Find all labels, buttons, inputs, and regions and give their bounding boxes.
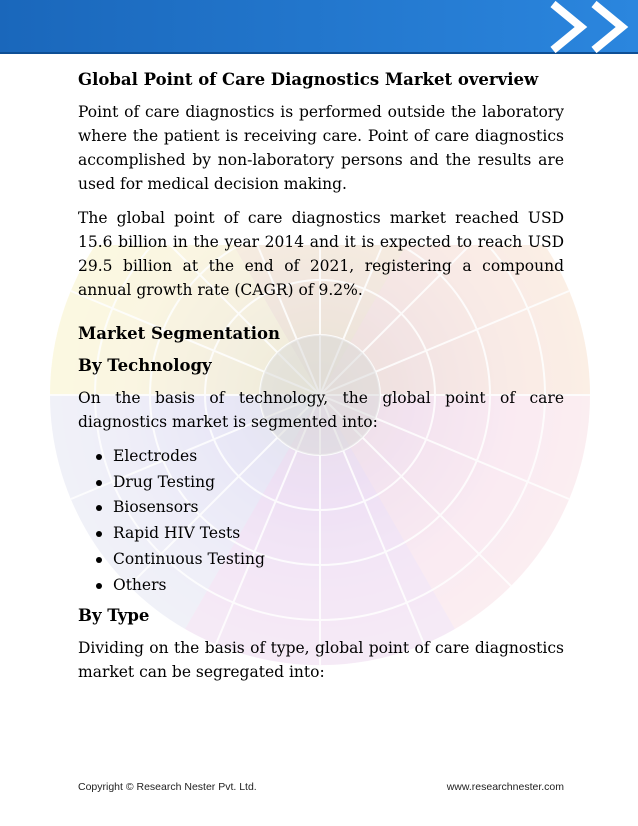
segmentation-heading: Market Segmentation [78, 324, 281, 343]
bullet-icon [96, 505, 102, 511]
bullet-icon [96, 531, 102, 537]
page-footer [78, 781, 564, 797]
technology-list [78, 444, 564, 598]
list-item [96, 547, 564, 573]
list-item-label: Continuous Testing [113, 549, 265, 568]
header-bar [0, 0, 638, 58]
bullet-icon [96, 557, 102, 563]
list-item-label: Electrodes [113, 447, 198, 465]
technology-intro: On the basis of technology, the global point of care diagnostics market is segmented into: [78, 389, 564, 431]
website-link[interactable]: www.researchnester.com [446, 781, 564, 793]
list-item-label: Others [113, 575, 167, 594]
overview-paragraph-1: Point of care diagnostics is performed outside the laboratory where the patient is receiving care. Point of care diagnostics accomplished by non-laboratory persons and the results are used for medical decision making. [78, 103, 564, 193]
list-item-label: Rapid HIV Tests [113, 524, 241, 543]
list-item [96, 470, 564, 496]
copyright-text: Copyright © Research Nester Pvt. Ltd. [78, 781, 257, 793]
type-heading: By Type [78, 606, 150, 626]
main-content [78, 68, 564, 694]
overview-paragraph-2: The global point of care diagnostics market reached USD 15.6 billion in the year 2014 and it is expected to reach USD 29.5 billion at the end of 2021, registering a compound annual growth rate (CAGR) of 9.2%. [78, 209, 564, 299]
list-item [96, 573, 564, 599]
bullet-icon [96, 583, 102, 589]
technology-heading: By Technology [78, 356, 212, 375]
list-item-label: Biosensors [113, 498, 199, 517]
bullet-icon [96, 454, 102, 460]
overview-heading: Global Point of Care Diagnostics Market overview [78, 70, 539, 89]
list-item-label: Drug Testing [113, 472, 216, 491]
bullet-icon [96, 480, 102, 486]
list-item [96, 495, 564, 521]
list-item [96, 521, 564, 547]
list-item [96, 444, 564, 470]
type-intro: Dividing on the basis of type, global point of care diagnostics market can be segregated into: [78, 639, 564, 682]
